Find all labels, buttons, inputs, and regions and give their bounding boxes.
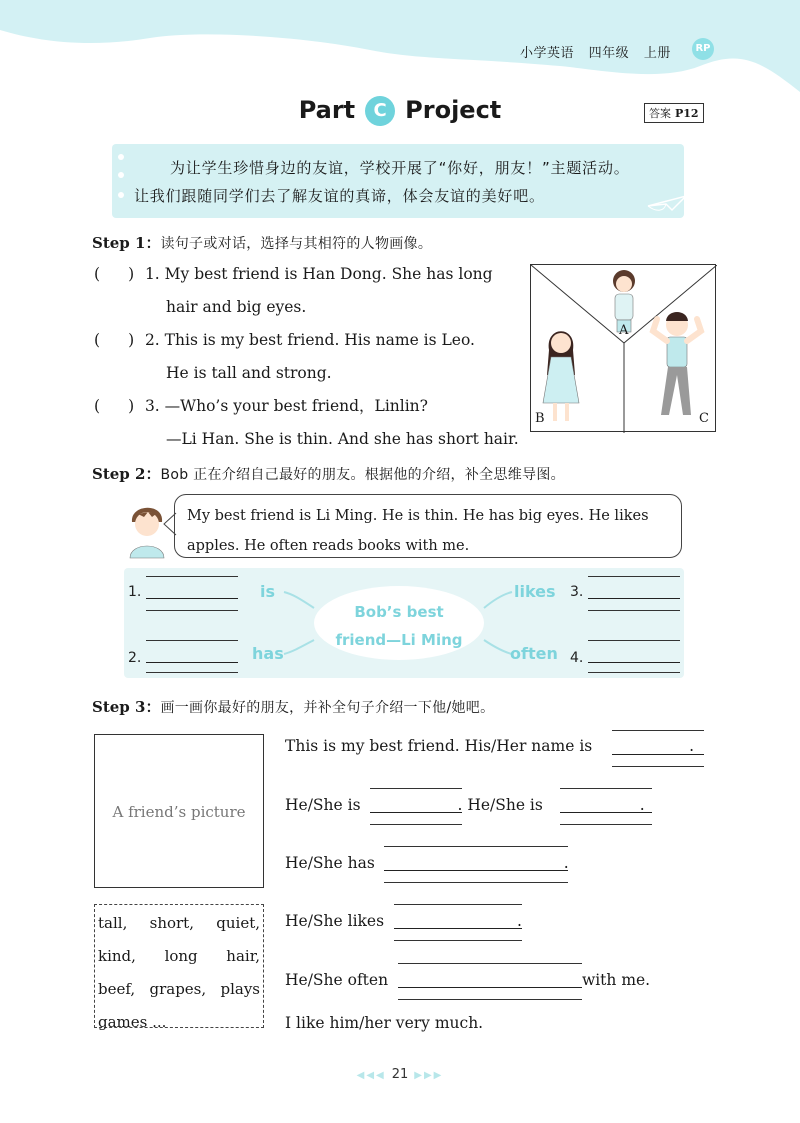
- rp-badge: RP: [692, 38, 714, 60]
- step1-item-1: [94, 258, 493, 316]
- item-text: —Who’s your best friend，Linlin?: [164, 397, 428, 415]
- title-part: Part: [298, 96, 356, 124]
- intro-box: [112, 144, 684, 218]
- step1-instruction: 读句子或对话，选择与其相符的人物画像。: [160, 236, 433, 252]
- guide-line: [394, 940, 522, 941]
- speech-line-2: apples. He often reads books with me.: [187, 538, 470, 554]
- picture-label-b: B: [535, 411, 545, 426]
- sentence-text: He/She has: [285, 854, 375, 872]
- guide-line: [612, 730, 704, 731]
- header-wave-shape: [0, 0, 800, 92]
- word: long: [164, 947, 198, 965]
- answer-line-is-2[interactable]: [560, 812, 652, 813]
- word: hair,: [226, 947, 260, 965]
- decor-dot: [118, 192, 124, 198]
- step2-title: [92, 463, 565, 484]
- mind-map-center-line-1: Bob’s best: [354, 603, 444, 621]
- answer-page: P12: [675, 107, 699, 120]
- guide-line: [146, 610, 238, 611]
- guide-line: [560, 788, 652, 789]
- picture-label-c: C: [699, 411, 709, 426]
- answer-blank[interactable]: ( ): [94, 265, 135, 283]
- item-text-continued: hair and big eyes.: [166, 298, 307, 316]
- word-bank-row: [98, 907, 260, 940]
- guide-line: [370, 824, 462, 825]
- period: .: [517, 912, 522, 930]
- friend-drawing-area[interactable]: [94, 734, 264, 888]
- guide-line: [398, 963, 582, 964]
- mind-map-center-line-2: friend—Li Ming: [335, 631, 463, 649]
- mind-map-center: [314, 586, 484, 660]
- header-band: [0, 0, 800, 92]
- answer-line-1[interactable]: [146, 598, 238, 599]
- word: grapes,: [149, 980, 207, 998]
- title-name: Project: [405, 96, 502, 124]
- branch-often: often: [510, 644, 558, 663]
- item-text: This is my best friend. His name is Leo.: [164, 331, 475, 349]
- speech-line-1: My best friend is Li Ming. He is thin. He has big eyes. He likes: [187, 508, 649, 524]
- guide-line: [588, 576, 680, 577]
- character-b-figure: [543, 331, 579, 421]
- header-category: [520, 42, 671, 61]
- sentence-text: This is my best friend. His/Her name is: [285, 737, 593, 755]
- answer-line-is-1[interactable]: [370, 812, 462, 813]
- word: tall,: [98, 914, 128, 932]
- guide-line: [588, 610, 680, 611]
- speech-bubble: [174, 494, 682, 558]
- answer-blank[interactable]: ( ): [94, 331, 135, 349]
- guide-line: [612, 766, 704, 767]
- word-bank: [94, 904, 264, 1031]
- item-number: 2.: [144, 331, 160, 349]
- header-volume: 上册: [643, 46, 671, 61]
- branch-has: has: [252, 644, 284, 663]
- word: short,: [149, 914, 194, 932]
- step3-title: [92, 696, 494, 717]
- page-footer: [0, 1067, 800, 1082]
- word: games ...: [98, 1013, 167, 1031]
- step2-label: Step 2：: [92, 465, 161, 483]
- header-grade: 四年级: [588, 46, 630, 61]
- word: kind,: [98, 947, 136, 965]
- sentence-text: with me.: [581, 971, 651, 989]
- guide-line: [370, 788, 462, 789]
- paper-plane-icon: [646, 192, 690, 214]
- word: plays: [220, 980, 260, 998]
- guide-line: [394, 904, 522, 905]
- blank-number-1: 1.: [128, 584, 142, 600]
- blank-number-2: 2.: [128, 650, 142, 666]
- item-number: 3.: [144, 397, 160, 415]
- sentence-closing: I like him/her very much.: [285, 1014, 484, 1032]
- blank-number-3: 3.: [570, 584, 584, 600]
- word: beef,: [98, 980, 136, 998]
- item-text-continued: He is tall and strong.: [166, 364, 332, 382]
- item-number: 1.: [144, 265, 160, 283]
- guide-line: [588, 640, 680, 641]
- title-letter-badge: C: [365, 96, 395, 126]
- item-text: My best friend is Han Dong. She has long: [164, 265, 493, 283]
- answer-line-often[interactable]: [398, 987, 582, 988]
- guide-line: [588, 672, 680, 673]
- answer-reference: [644, 103, 704, 123]
- header-subject: 小学英语: [520, 46, 575, 61]
- word-bank-row: [98, 940, 260, 973]
- word-bank-row: [98, 973, 260, 1006]
- period: .: [563, 854, 569, 872]
- character-picture-box: [530, 264, 716, 432]
- step1-title: [92, 232, 432, 253]
- item-text-continued: —Li Han. She is thin. And she has short hair.: [166, 430, 519, 448]
- period: .: [689, 737, 695, 755]
- branch-likes: likes: [514, 582, 556, 601]
- answer-blank[interactable]: ( ): [94, 397, 135, 415]
- step3-label: Step 3：: [92, 698, 161, 716]
- guide-line: [146, 576, 238, 577]
- sentence-text: He/She often: [285, 971, 389, 989]
- character-illustration: [531, 265, 717, 433]
- guide-line: [146, 672, 238, 673]
- answer-line-has[interactable]: [384, 870, 568, 871]
- branch-is: is: [260, 582, 276, 601]
- answer-line-name[interactable]: [612, 754, 704, 755]
- step3-instruction: 画一画你最好的朋友，并补全句子介绍一下他/她吧。: [160, 700, 495, 716]
- answer-line-4[interactable]: [588, 662, 680, 663]
- answer-line-2[interactable]: [146, 662, 238, 663]
- right-arrows-icon: ▶▶▶: [414, 1070, 444, 1081]
- picture-label-a: A: [619, 323, 629, 338]
- guide-line: [384, 882, 568, 883]
- sentence-name: [285, 737, 694, 755]
- guide-line: [560, 824, 652, 825]
- sentence-text: He/She is: [285, 796, 361, 814]
- step1-item-2: [94, 324, 475, 382]
- left-arrows-icon: ◀◀◀: [356, 1070, 386, 1081]
- step2-instruction: Bob 正在介绍自己最好的朋友。根据他的介绍，补全思维导图。: [160, 467, 565, 483]
- intro-line-1: 为让学生珍惜身边的友谊，学校开展了“你好，朋友！”主题活动。: [170, 159, 630, 177]
- answer-line-3[interactable]: [588, 598, 680, 599]
- intro-line-2: 让我们跟随同学们去了解友谊的真谛，体会友谊的美好吧。: [134, 187, 545, 205]
- decor-dot: [118, 172, 124, 178]
- answer-label: 答案: [649, 107, 671, 120]
- sentence-text: He/She likes: [285, 912, 385, 930]
- guide-line: [146, 640, 238, 641]
- answer-line-likes[interactable]: [394, 928, 522, 929]
- blank-number-4: 4.: [570, 650, 584, 666]
- word-bank-row: [98, 1006, 260, 1039]
- sentence-text: . He/She is: [457, 796, 543, 814]
- character-c-figure: [653, 312, 701, 415]
- word: quiet,: [216, 914, 260, 932]
- page-number: 21: [391, 1067, 409, 1082]
- guide-line: [384, 846, 568, 847]
- guide-line: [398, 999, 582, 1000]
- period: .: [639, 796, 645, 814]
- step1-label: Step 1：: [92, 234, 161, 252]
- step1-item-3: [94, 390, 519, 448]
- drawing-area-label: A friend’s picture: [112, 803, 246, 821]
- decor-dot: [118, 154, 124, 160]
- mind-map: [124, 568, 684, 678]
